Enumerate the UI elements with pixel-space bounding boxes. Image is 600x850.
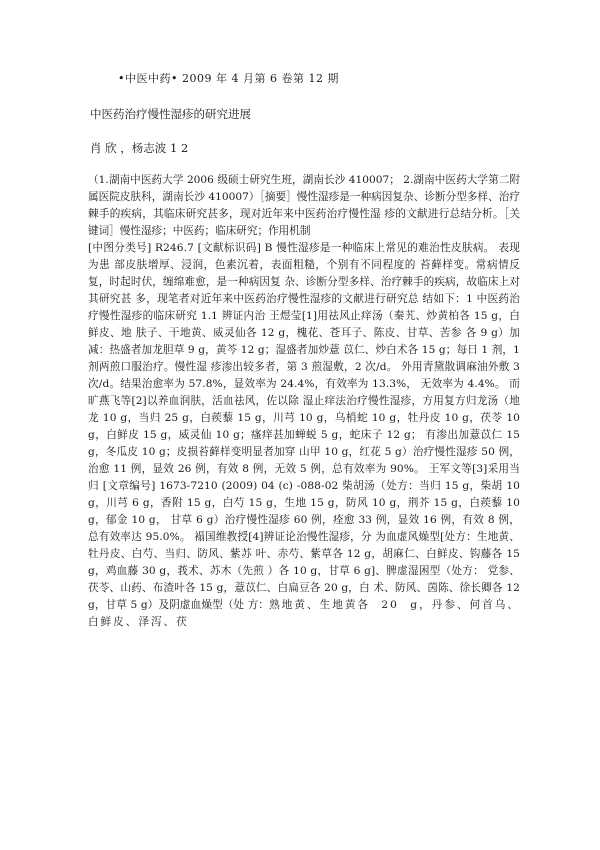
article-authors: 肖 欣 ，杨志波 1 2 (90, 141, 189, 155)
article-abstract: （1.湖南中医药大学 2006 级硕士研究生班，湖南长沙 410007； 2.湖南中医药大学第二附属医院皮肤科，湖南长沙 410007）［摘要］慢性湿疹是一种病因复杂、诊断分型多样、治疗棘手的疾病，其临床研究甚多，现对近年来中医药治疗慢性湿 疹的文献进行总结分析。［关键词］慢性湿疹；中医药；临床研究；作用机制 (88, 174, 520, 237)
journal-header: •中医中药• 2009 年 4 月第 6 卷第 12 期 (118, 72, 339, 85)
article-body-tail: 熟地黄、生地黄各 20 g，丹参、何首乌、白鲜皮、泽泻、茯 (88, 599, 521, 628)
article-title: 中医药治疗慢性湿疹的研究进展 (90, 107, 251, 121)
article-body (88, 240, 520, 631)
article-body-text: [中图分类号] R246.7 [文献标识码] B 慢性湿疹是一种临床上常见的难治性皮肤病。 表现为患 部皮肤增厚、浸润，色素沉着，表面粗糙，个别有不同程度的 苔藓样变。常病情反复，时起时伏，缠绵难愈，是一种病因复 杂、诊断分型多样、治疗棘手的疾病，故临床上对其研究甚 多，现笔者对近年来中医药治疗慢性湿疹的文献进行研究总 结如下：1 中医药治疗慢性湿疹的临床研究 1.1 辨证内治 王煜莹[1]用祛风止痒汤（秦艽、炒黄柏各 15 g，白鲜皮、地 肤子、干地黄、威灵仙各 12 g，槐花、苍耳子、陈皮、甘草、苦参 各 9 g）加减：热盛者加龙胆草 9 g，黄芩 12 g；湿盛者加炒薏 苡仁、炒白术各 15 g；每日 1 剂，1 剂两煎口服治疗。慢性湿 疹渗出较多者，第 3 煎湿敷，2 次/d。 外用青黛散调麻油外敷 3 次/d。结果治愈率为 57.8%，显效率为 24.4%，有效率为 13.3%， 无效率为 4.4%。 而旷燕飞等[2]以养血润肤，活血祛风，佐以除 湿止痒法治疗慢性湿疹，方用复方归龙汤（地龙 10 g，当归 25 g，白蒺藜 15 g，川芎 10 g，乌梢蛇 10 g，牡丹皮 10 g，茯苓 10 g，白鲜皮 15 g，威灵仙 10 g；瘙痒甚加蝉蜕 5 g，蛇床子 12 g； 有渗出加薏苡仁 15 g，冬瓜皮 10 g；皮损苔藓样变明显者加穿 山甲 10 g，红花 5 g）治疗慢性湿疹 50 例，治愈 11 例，显效 26 例，有效 8 例，无效 5 例，总有效率为 90%。 王军文等[3]采用当归 [文章编号] 1673-7210 (2009) 04 (c) -088-02 柴胡汤（处方：当归 15 g，柴胡 10 g，川芎 6 g，香附 15 g，白芍 15 g，生地 15 g，防风 10 g，荆芥 15 g，白蒺藜 10 g，郁金 10 g， 甘草 6 g）治疗慢性湿疹 60 例，痊愈 33 例，显效 16 例，有效 8 例，总有效率达 95.0%。 褟国维教授[4]辨证论治慢性湿疹，分 为血虚风燥型[处方：生地黄、牡丹皮、白芍、当归、防风、紫苏 叶、赤芍、紫草各 12 g，胡麻仁、白鲜皮、钩藤各 15 g，鸡血藤 30 g，莪术、苏木（先煎 ）各 10 g，甘草 6 g]、脾虚湿困型（处方： 党参、茯苓、山药、布渣叶各 15 g，薏苡仁、白扁豆各 20 g，白 术、防风、茵陈、徐长卿各 12 g，甘草 5 g）及阴虚血燥型（处 方： (88, 242, 520, 611)
